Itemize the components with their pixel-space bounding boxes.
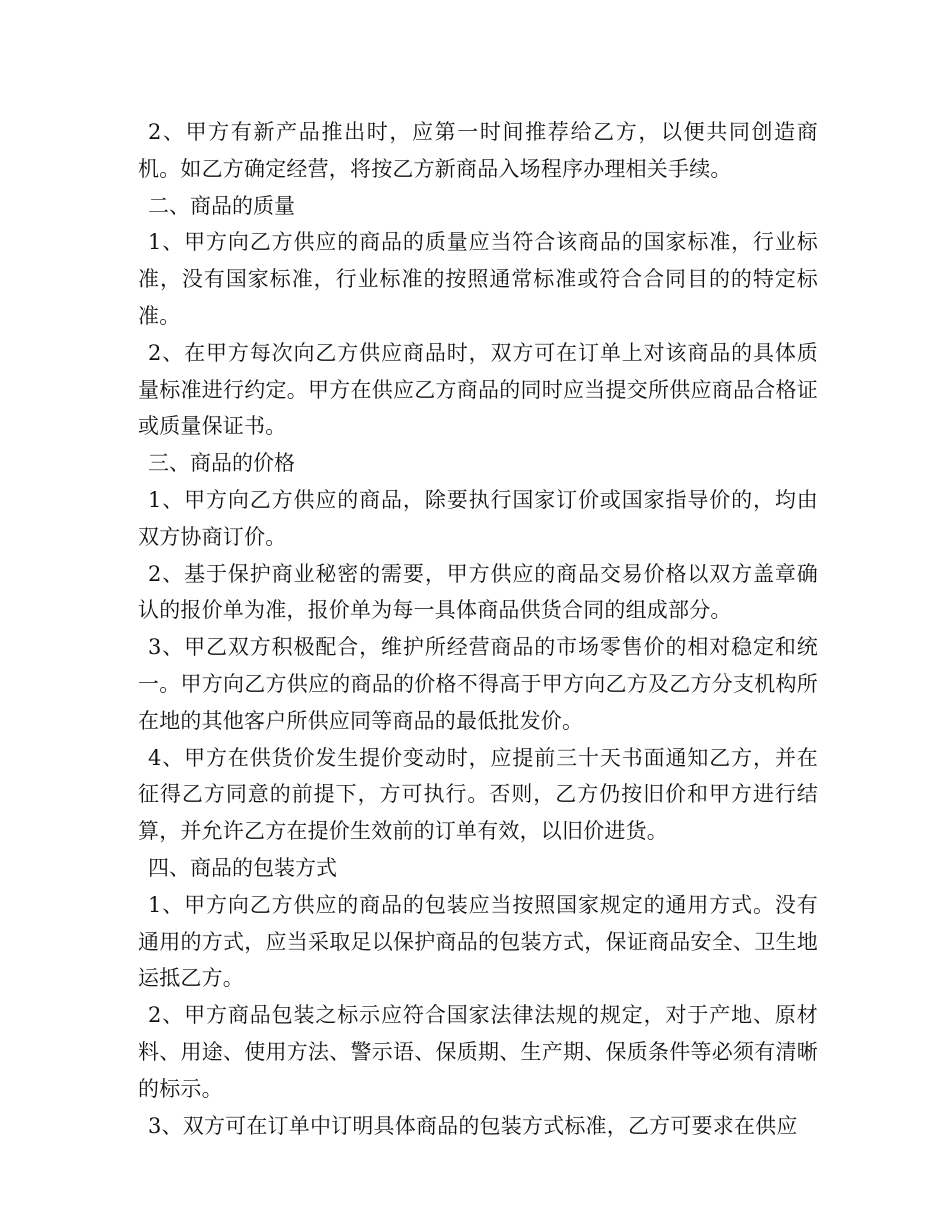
- document-page: [138, 114, 818, 1144]
- clause-packaging-order: 3、双方可在订单中订明具体商品的包装方式标准，乙方可要求在供应: [148, 1113, 798, 1138]
- clause-quality-standard: 1、甲方向乙方供应的商品的质量应当符合该商品的国家标准，行业标准，没有国家标准，行业标准的按照通常标准或符合合同目的的特定标准。: [138, 230, 818, 328]
- section-heading-price: 三、商品的价格: [148, 451, 295, 476]
- clause-packaging-method: 1、甲方向乙方供应的商品的包装应当按照国家规定的通用方式。没有通用的方式，应当采取足以保护商品的包装方式，保证商品安全、卫生地运抵乙方。: [138, 892, 818, 991]
- clause-price-negotiation: 1、甲方向乙方供应的商品，除要执行国家订价或国家指导价的，均由双方协商订价。: [138, 487, 818, 549]
- section-heading-quality: 二、商品的质量: [148, 193, 295, 218]
- clause-new-products: 2、甲方有新产品推出时，应第一时间推荐给乙方，以便共同创造商机。如乙方确定经营，将按乙方新商品入场程序办理相关手续。: [138, 120, 818, 181]
- clause-price-stability: 3、甲乙双方积极配合，维护所经营商品的市场零售价的相对稳定和统一。甲方向乙方供应的商品的价格不得高于甲方向乙方及乙方分支机构所在地的其他客户所供应同等商品的最低批发价。: [138, 635, 818, 733]
- clause-quality-order: 2、在甲方每次向乙方供应商品时，双方可在订单上对该商品的具体质量标准进行约定。甲方在供应乙方商品的同时应当提交所供应商品合格证或质量保证书。: [138, 340, 818, 439]
- section-heading-packaging: 四、商品的包装方式: [148, 855, 337, 880]
- clause-packaging-labeling: 2、甲方商品包装之标示应符合国家法律法规的规定，对于产地、原材料、用途、使用方法、警示语、保质期、生产期、保质条件等必须有清晰的标示。: [138, 1003, 818, 1101]
- clause-price-quotation: 2、基于保护商业秘密的需要，甲方供应的商品交易价格以双方盖章确认的报价单为准，报价单为每一具体商品供货合同的组成部分。: [138, 561, 818, 623]
- clause-price-increase: 4、甲方在供货价发生提价变动时，应提前三十天书面通知乙方，并在征得乙方同意的前提下，方可执行。否则，乙方仍按旧价和甲方进行结算，并允许乙方在提价生效前的订单有效，以旧价进货。: [138, 745, 818, 844]
